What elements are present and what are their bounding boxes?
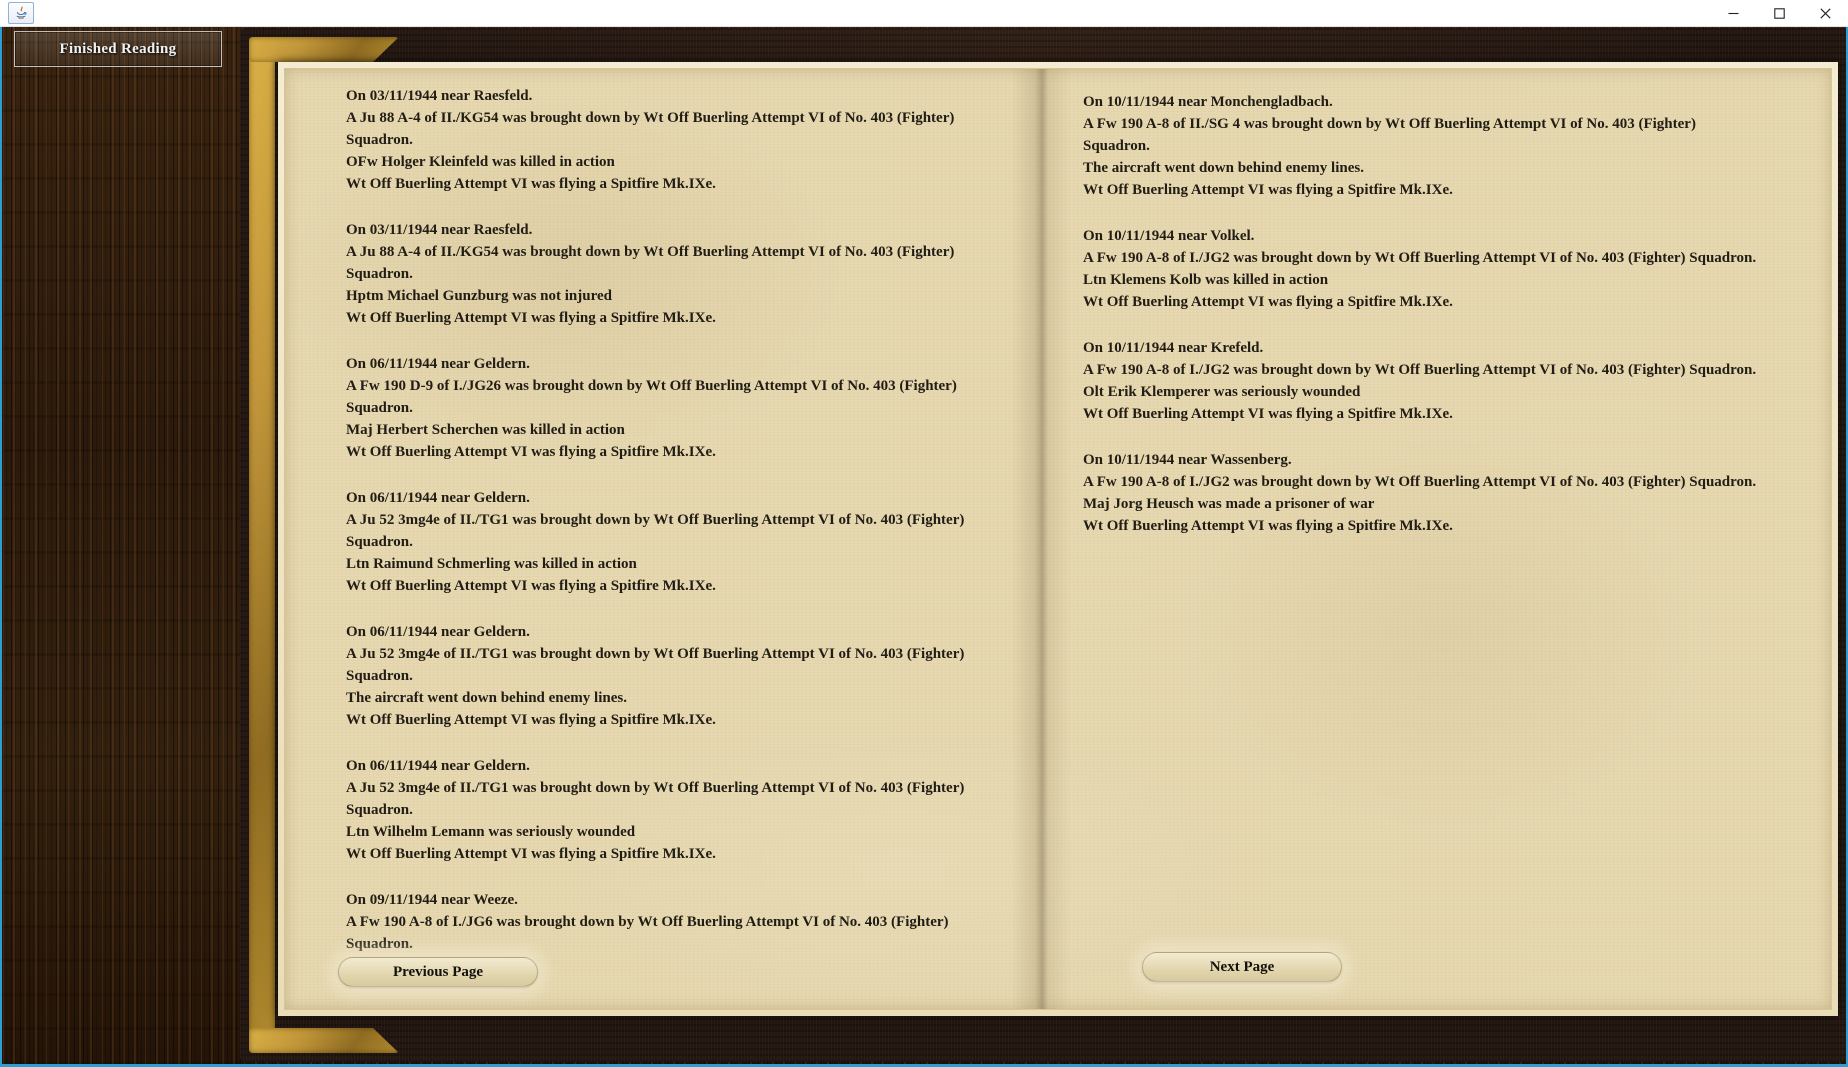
combat-record	[346, 353, 1011, 463]
record-line: Hptm Michael Gunzburg was not injured	[346, 288, 612, 304]
close-icon[interactable]	[1802, 0, 1848, 26]
next-page-button[interactable]: Next Page	[1142, 952, 1342, 982]
record-line: A Fw 190 A-8 of I./JG2 was brought down by Wt Off Buerling Attempt VI of No. 403 (Fighter) Squadron.	[1083, 474, 1757, 490]
record-line: Wt Off Buerling Attempt VI was flying a Spitfire Mk.IXe.	[346, 712, 716, 728]
gold-corner-top-left	[249, 37, 399, 62]
record-line: A Ju 88 A-4 of II./KG54 was brought down by Wt Off Buerling Attempt VI of No. 403 (Fighter)	[346, 244, 955, 260]
record-line: Squadron.	[346, 132, 413, 148]
record-line: Wt Off Buerling Attempt VI was flying a Spitfire Mk.IXe.	[1083, 406, 1453, 422]
record-line: The aircraft went down behind enemy lines.	[1083, 160, 1364, 176]
record-line: On 10/11/1944 near Monchengladbach.	[1083, 94, 1333, 110]
record-line: Squadron.	[1083, 138, 1150, 154]
record-line: On 03/11/1944 near Raesfeld.	[346, 222, 533, 238]
record-line: On 06/11/1944 near Geldern.	[346, 490, 530, 506]
gold-spine-trim	[249, 37, 275, 1053]
record-line: A Fw 190 D-9 of I./JG26 was brought down by Wt Off Buerling Attempt VI of No. 403 (Fighter)	[346, 378, 957, 394]
combat-record	[346, 487, 1011, 597]
record-line: On 06/11/1944 near Geldern.	[346, 624, 530, 640]
record-line: Wt Off Buerling Attempt VI was flying a Spitfire Mk.IXe.	[346, 444, 716, 460]
record-line: Wt Off Buerling Attempt VI was flying a Spitfire Mk.IXe.	[346, 578, 716, 594]
title-bar	[0, 0, 1848, 27]
record-line: On 06/11/1944 near Geldern.	[346, 356, 530, 372]
record-line: A Ju 52 3mg4e of II./TG1 was brought down by Wt Off Buerling Attempt VI of No. 403 (Fighter)	[346, 512, 965, 528]
combat-record	[346, 219, 1011, 329]
combat-record	[346, 889, 1011, 955]
record-line: Ltn Raimund Schmerling was killed in action	[346, 556, 637, 572]
java-cup-icon[interactable]	[8, 2, 34, 24]
record-line: Squadron.	[346, 534, 413, 550]
minimize-icon[interactable]	[1710, 0, 1756, 26]
right-page	[1041, 69, 1831, 1009]
record-line: Ltn Klemens Kolb was killed in action	[1083, 272, 1329, 288]
record-line: Squadron.	[346, 936, 413, 952]
record-line: Wt Off Buerling Attempt VI was flying a Spitfire Mk.IXe.	[346, 176, 716, 192]
combat-record	[346, 85, 1011, 195]
record-line: Maj Herbert Scherchen was killed in action	[346, 422, 625, 438]
record-line: On 10/11/1944 near Krefeld.	[1083, 340, 1264, 356]
record-line: Squadron.	[346, 400, 413, 416]
record-line: On 10/11/1944 near Volkel.	[1083, 228, 1255, 244]
record-line: A Ju 52 3mg4e of II./TG1 was brought down by Wt Off Buerling Attempt VI of No. 403 (Fighter)	[346, 780, 965, 796]
page-stack	[278, 62, 1838, 1016]
record-line: On 09/11/1944 near Weeze.	[346, 892, 518, 908]
record-line: The aircraft went down behind enemy lines.	[346, 690, 627, 706]
combat-record	[1083, 91, 1811, 201]
combat-record	[1083, 449, 1811, 537]
record-line: OFw Holger Kleinfeld was killed in action	[346, 154, 615, 170]
combat-record	[346, 755, 1011, 865]
record-line: On 06/11/1944 near Geldern.	[346, 758, 530, 774]
record-line: A Ju 88 A-4 of II./KG54 was brought down by Wt Off Buerling Attempt VI of No. 403 (Fighter)	[346, 110, 955, 126]
combat-record	[346, 621, 1011, 731]
record-line: Wt Off Buerling Attempt VI was flying a Spitfire Mk.IXe.	[1083, 518, 1453, 534]
logbook	[240, 28, 1846, 1062]
record-line: Wt Off Buerling Attempt VI was flying a Spitfire Mk.IXe.	[1083, 182, 1453, 198]
previous-page-button[interactable]: Previous Page	[338, 957, 538, 987]
record-line: Squadron.	[346, 668, 413, 684]
window-controls	[1710, 0, 1848, 26]
record-line: Squadron.	[346, 802, 413, 818]
record-line: Wt Off Buerling Attempt VI was flying a Spitfire Mk.IXe.	[346, 310, 716, 326]
record-line: On 03/11/1944 near Raesfeld.	[346, 88, 533, 104]
finished-reading-button[interactable]: Finished Reading	[14, 31, 222, 67]
record-line: A Fw 190 A-8 of II./SG 4 was brought down by Wt Off Buerling Attempt VI of No. 403 (Fighter)	[1083, 116, 1696, 132]
combat-record	[1083, 337, 1811, 425]
record-line: Olt Erik Klemperer was seriously wounded	[1083, 384, 1361, 400]
record-line: Squadron.	[346, 266, 413, 282]
record-line: A Fw 190 A-8 of I./JG2 was brought down by Wt Off Buerling Attempt VI of No. 403 (Fighter) Squadron.	[1083, 362, 1757, 378]
page-surface	[284, 68, 1832, 1010]
record-line: Ltn Wilhelm Lemann was seriously wounded	[346, 824, 636, 840]
record-line: A Ju 52 3mg4e of II./TG1 was brought down by Wt Off Buerling Attempt VI of No. 403 (Fighter)	[346, 646, 965, 662]
gold-corner-bottom-left	[249, 1028, 399, 1053]
record-line: A Fw 190 A-8 of I./JG6 was brought down by Wt Off Buerling Attempt VI of No. 403 (Fighter)	[346, 914, 949, 930]
record-line: A Fw 190 A-8 of I./JG2 was brought down by Wt Off Buerling Attempt VI of No. 403 (Fighter) Squadron.	[1083, 250, 1757, 266]
record-line: Maj Jorg Heusch was made a prisoner of war	[1083, 496, 1375, 512]
game-background-wood	[0, 26, 1848, 1067]
record-line: Wt Off Buerling Attempt VI was flying a Spitfire Mk.IXe.	[1083, 294, 1453, 310]
record-line: Wt Off Buerling Attempt VI was flying a Spitfire Mk.IXe.	[346, 846, 716, 862]
record-line: On 10/11/1944 near Wassenberg.	[1083, 452, 1292, 468]
left-page	[285, 69, 1041, 1009]
maximize-icon[interactable]	[1756, 0, 1802, 26]
combat-record	[1083, 225, 1811, 313]
